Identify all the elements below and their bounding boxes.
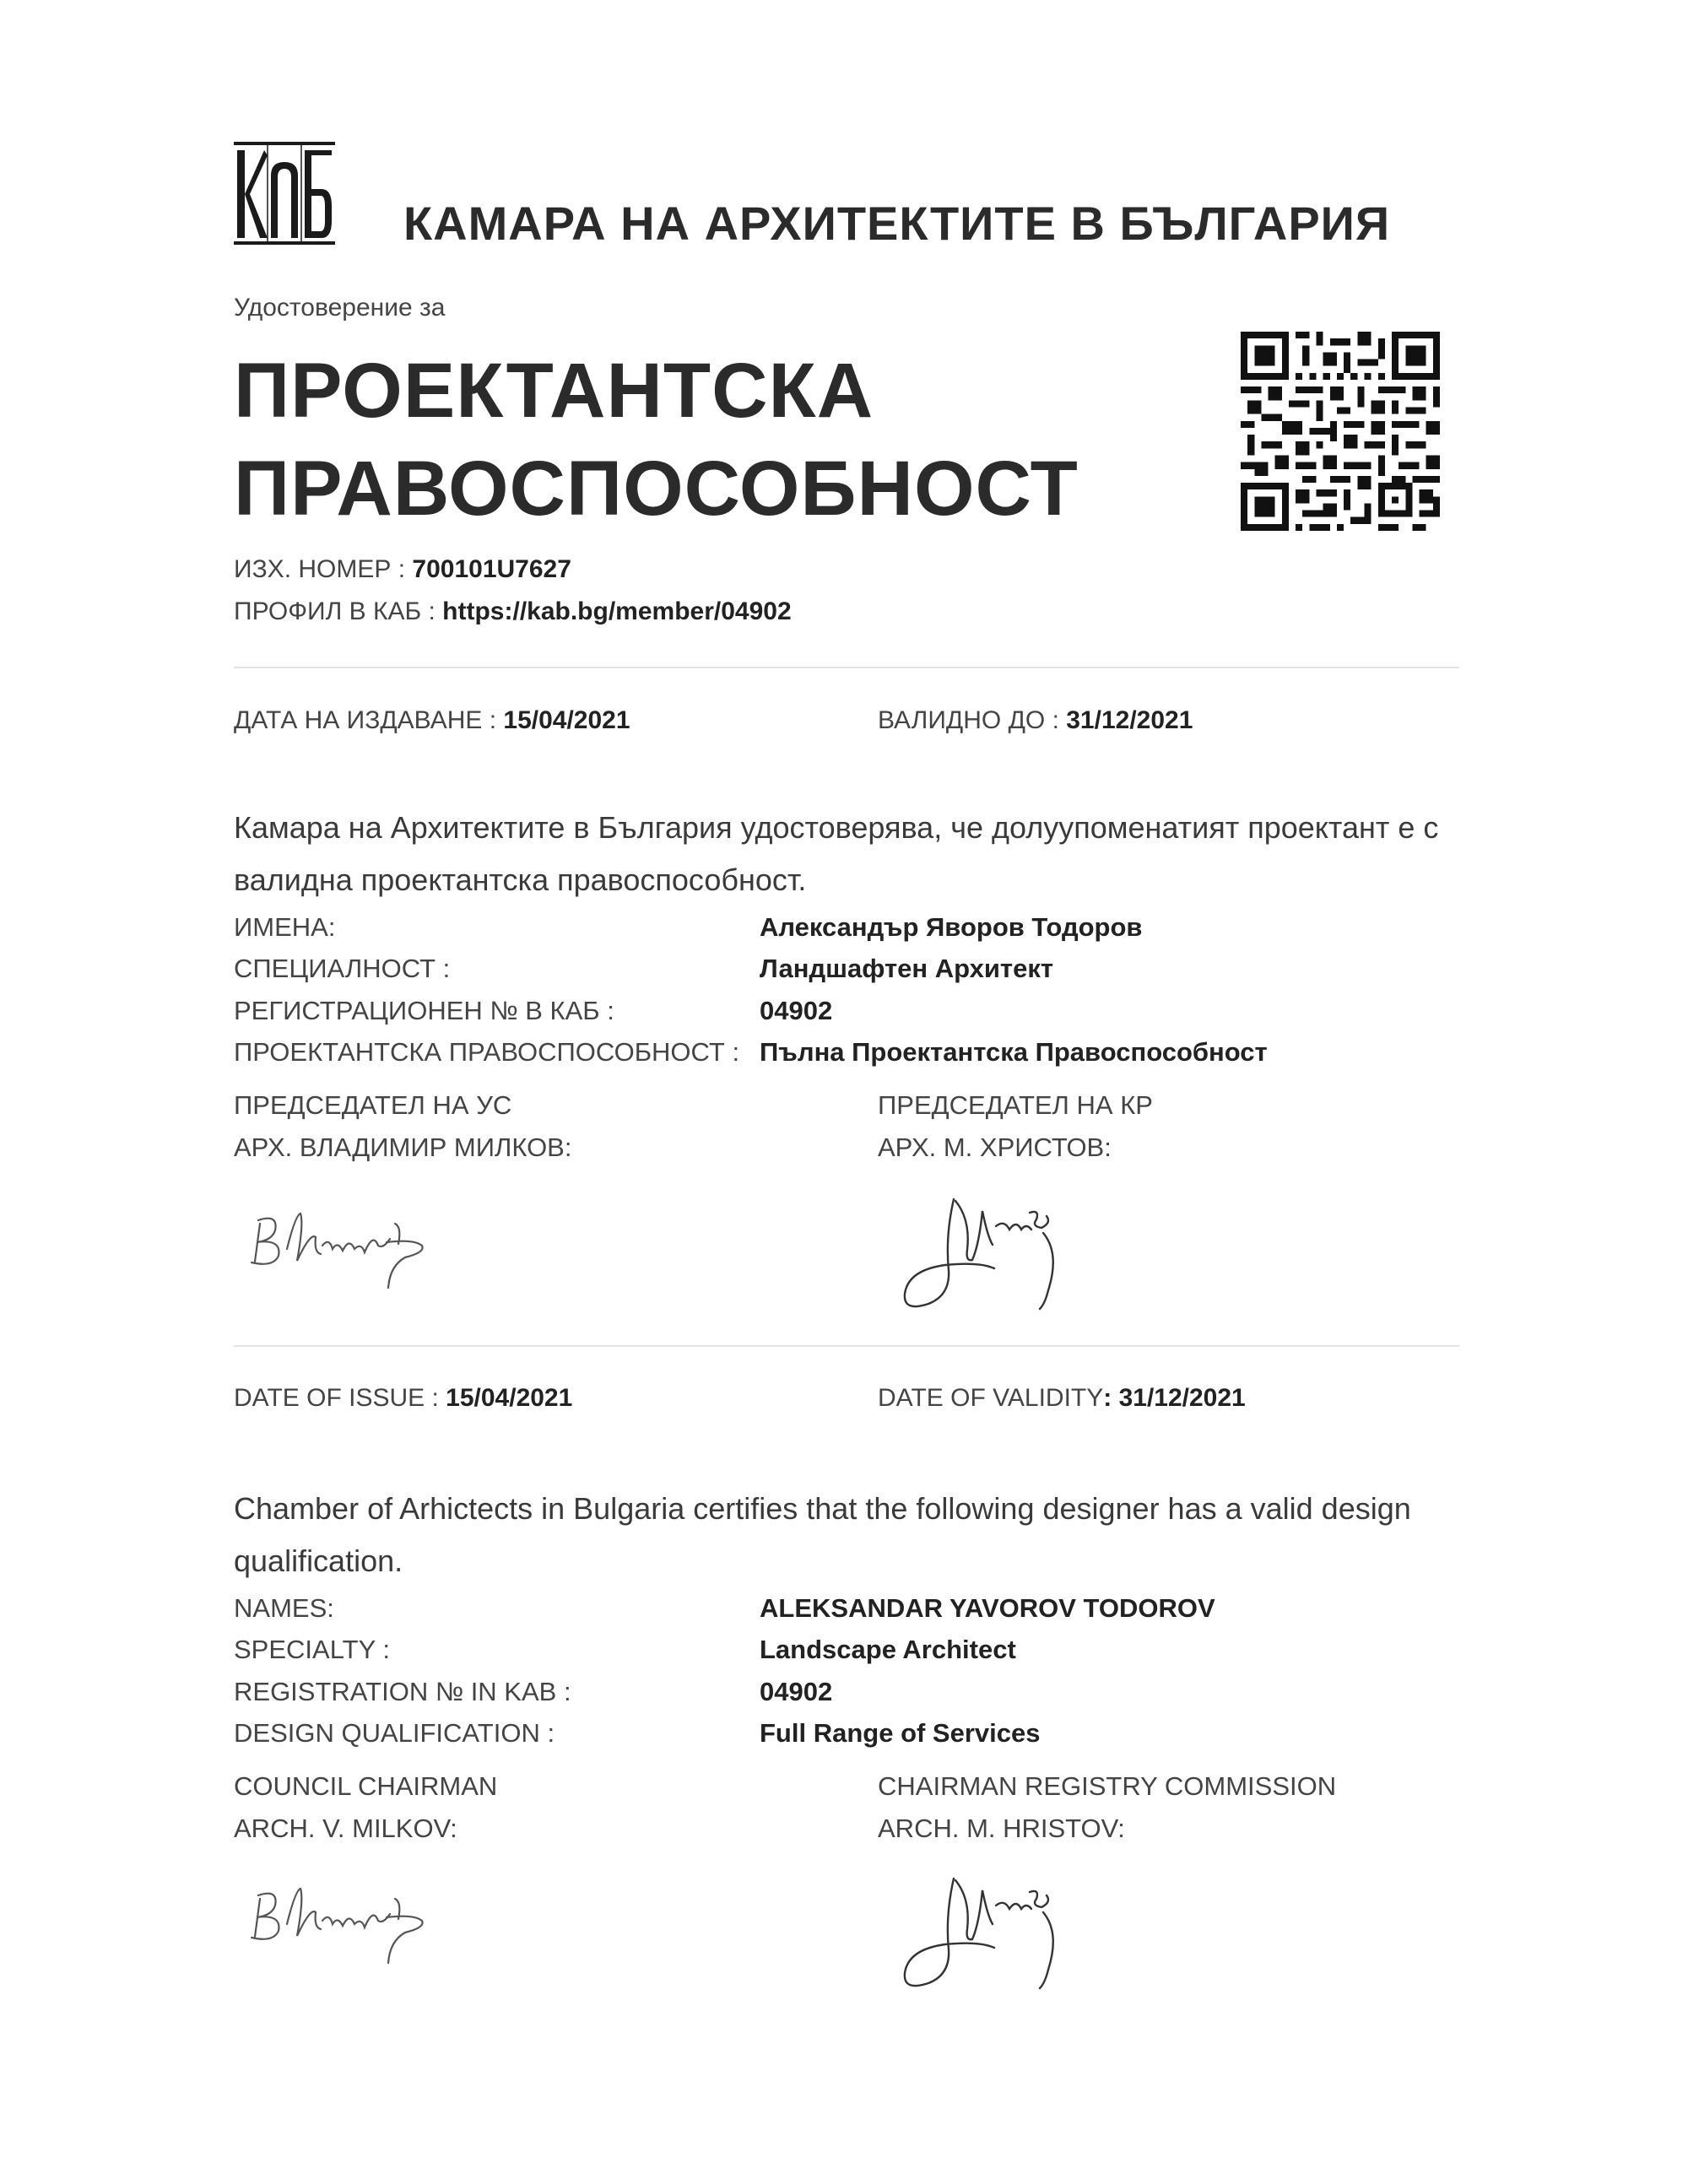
signatory-1-bg [234,1084,571,1169]
signatory-name: АРХ. М. ХРИСТОВ: [878,1133,1112,1162]
valid-until-bg [878,706,1193,735]
signature-milkov-icon [245,1190,447,1291]
certificate-title [234,342,1079,538]
statement-line-1: Chamber of Arhictects in Bulgaria certifies that the following designer has a valid design [234,1491,1411,1526]
field-value: 04902 [760,1677,833,1706]
statement-line-2: валидна проектантска правоспособност. [234,862,807,897]
signatory-title: ПРЕДСЕДАТЕЛ НА КР [878,1090,1153,1120]
kab-logo-icon [234,142,335,245]
issue-date-value: 15/04/2021 [446,1384,573,1412]
divider [234,1345,1459,1347]
field-value: ALEKSANDAR YAVOROV TODOROV [760,1593,1215,1623]
field-value: Пълна Проектантска Правоспособност [760,1037,1268,1067]
signatory-name: АРХ. ВЛАДИМИР МИЛКОВ: [234,1133,572,1162]
signatory-1-en [234,1765,497,1850]
statement-line-1: Камара на Архитектите в България удостоверява, че долуупоменатият проектант е с [234,810,1439,845]
field-value: Full Range of Services [760,1718,1041,1748]
certificate-intro: Удостоверение за [234,294,446,322]
validity-date-value: : 31/12/2021 [1103,1384,1246,1412]
reference-label: ИЗХ. НОМЕР : [234,555,413,583]
field-label: СПЕЦИАЛНОСТ : [234,954,451,983]
field-value: Landscape Architect [760,1635,1016,1664]
profile-label: ПРОФИЛ В КАБ : [234,597,443,625]
reference-number [234,555,571,584]
signature-hristov-icon [895,1186,1089,1312]
signatory-title: CHAIRMAN REGISTRY COMMISSION [878,1771,1337,1801]
profile-link-row [234,597,792,626]
reference-value: 700101U7627 [412,555,571,583]
validity-date-label: DATE OF VALIDITY [878,1384,1104,1412]
validity-date-en [878,1384,1246,1413]
signatory-title: ПРЕДСЕДАТЕЛ НА УС [234,1090,512,1120]
signatory-2-bg [878,1084,1153,1169]
organization-name: КАМАРА НА АРХИТЕКТИТЕ В БЪЛГАРИЯ [403,197,1391,250]
field-label: ПРОЕКТАНТСКА ПРАВОСПОСОБНОСТ : [234,1037,740,1067]
field-label: DESIGN QUALIFICATION : [234,1718,555,1748]
valid-until-label: ВАЛИДНО ДО : [878,706,1067,734]
statement-bg [234,802,1466,906]
signatory-2-en [878,1765,1336,1850]
signatory-name: ARCH. M. HRISTOV: [878,1814,1125,1843]
field-label: NAMES: [234,1593,334,1623]
valid-until-value: 31/12/2021 [1066,706,1193,734]
title-line-2: ПРАВОСПОСОБНОСТ [234,446,1079,532]
issue-date-value: 15/04/2021 [503,706,630,734]
signatory-title: COUNCIL CHAIRMAN [234,1771,498,1801]
field-value: Ландшафтен Архитект [760,954,1054,983]
field-label: РЕГИСТРАЦИОНЕН № В КАБ : [234,996,614,1025]
title-line-1: ПРОЕКТАНТСКА [234,348,874,434]
divider [234,667,1459,668]
field-label: ИМЕНА: [234,912,336,942]
field-label: SPECIALTY : [234,1635,390,1664]
field-label: REGISTRATION № IN KAB : [234,1677,571,1706]
statement-line-2: qualification. [234,1543,403,1578]
field-value: 04902 [760,996,833,1025]
issue-date-label: DATE OF ISSUE : [234,1384,446,1412]
signature-hristov-icon [895,1865,1089,1992]
signature-milkov-icon [245,1865,447,1966]
issue-date-bg [234,706,630,735]
signatory-name: ARCH. V. MILKOV: [234,1814,457,1843]
qr-code-icon [1241,332,1440,531]
field-value: Александър Яворов Тодоров [760,912,1143,942]
issue-date-en [234,1384,572,1413]
profile-link[interactable]: https://kab.bg/member/04902 [442,597,792,625]
issue-date-label: ДАТА НА ИЗДАВАНЕ : [234,706,504,734]
statement-en [234,1483,1466,1587]
